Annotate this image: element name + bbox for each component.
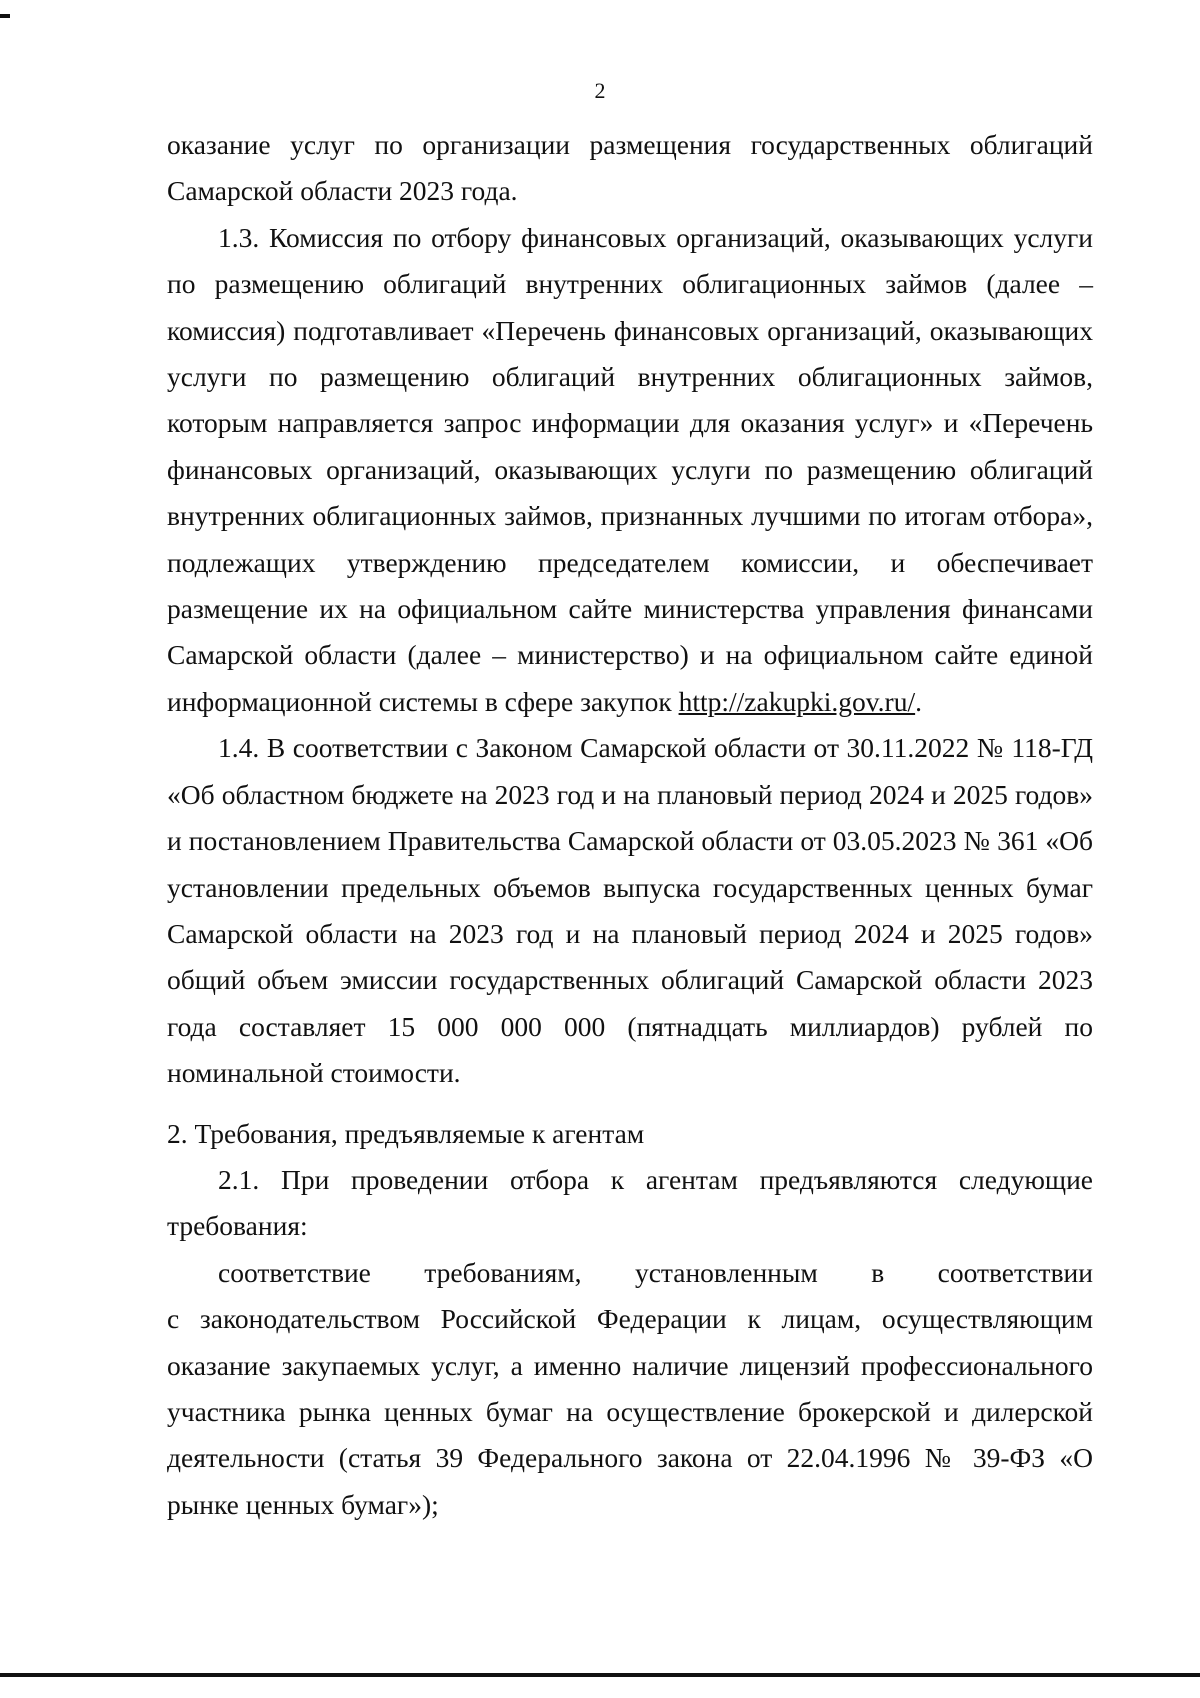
requirement-word: соответствие bbox=[218, 1256, 371, 1288]
requirement-word: установленным bbox=[634, 1256, 818, 1288]
bottom-rule bbox=[0, 1673, 1200, 1677]
paragraph-continuation: оказание услуг по организации размещения государственных облигаций Самарской области 2023 года. bbox=[167, 129, 1093, 207]
paragraph-1-3 bbox=[167, 215, 1093, 725]
paragraph-2-1: 2.1. При проведении отбора к агентам предъявляются следующие требования: bbox=[167, 1163, 1093, 1242]
document-body bbox=[167, 122, 1093, 1528]
paragraph-1-3-end: . bbox=[915, 685, 922, 717]
paragraph-1-3-text: 1.3. Комиссия по отбору финансовых организаций, оказывающих услуги по размещению облигаций внутренних облигационных займов (далее – комиссия) подготавливает «Перечень финансовых организаций, оказывающих услуги по размещению облигаций внутренних облигационных займов, которым направляется запрос информации для оказания услуг» и «Перечень финансовых организаций, оказывающих услуги по размещению облигаций внутренних облигационных займов, признанных лучшими по итогам отбора», подлежащих утверждению председателем комиссии, и обеспечивает размещение их на официальном сайте министерства управления финансами Самарской области (далее – министерство) и на официальном сайте единой информационной системы в сфере закупок bbox=[167, 221, 1093, 717]
scan-corner-mark bbox=[0, 14, 10, 18]
page-number: 2 bbox=[594, 78, 606, 103]
requirement-word: в bbox=[871, 1256, 885, 1288]
requirement-word: требованиям, bbox=[424, 1256, 582, 1288]
requirement-word: соответствии bbox=[937, 1256, 1093, 1288]
paragraph-1-4: 1.4. В соответствии с Законом Самарской области от 30.11.2022 № 118-ГД «Об областном бюджете на 2023 год и на плановый период 2024 и 2025 годов» и постановлением Правительства Самарской области от 03.05.2023 № 361 «Об установлении предельных объемов выпуска государственных ценных бумаг Самарской области на 2023 год и на плановый период 2024 и 2025 годов» общий объем эмиссии государственных облигаций Самарской области 2023 года составляет 15 000 000 000 (пятнадцать миллиардов) рублей по номинальной стоимости. bbox=[167, 732, 1093, 1089]
section-heading: 2. Требования, предъявляемые к агентам bbox=[167, 1117, 645, 1149]
paragraph-requirement-first-line bbox=[167, 1250, 1093, 1296]
zakupki-link[interactable]: http://zakupki.gov.ru/ bbox=[678, 685, 916, 717]
paragraph-requirement: с законодательством Российской Федерации к лицам, осуществляющим оказание закупаемых услуг, а именно наличие лицензий профессионального участника рынка ценных бумаг на осуществление брокерской и дилерской деятельности (статья 39 Федерального закона от 22.04.1996 № 39-ФЗ «О рынке ценных бумаг»); bbox=[167, 1303, 1093, 1520]
